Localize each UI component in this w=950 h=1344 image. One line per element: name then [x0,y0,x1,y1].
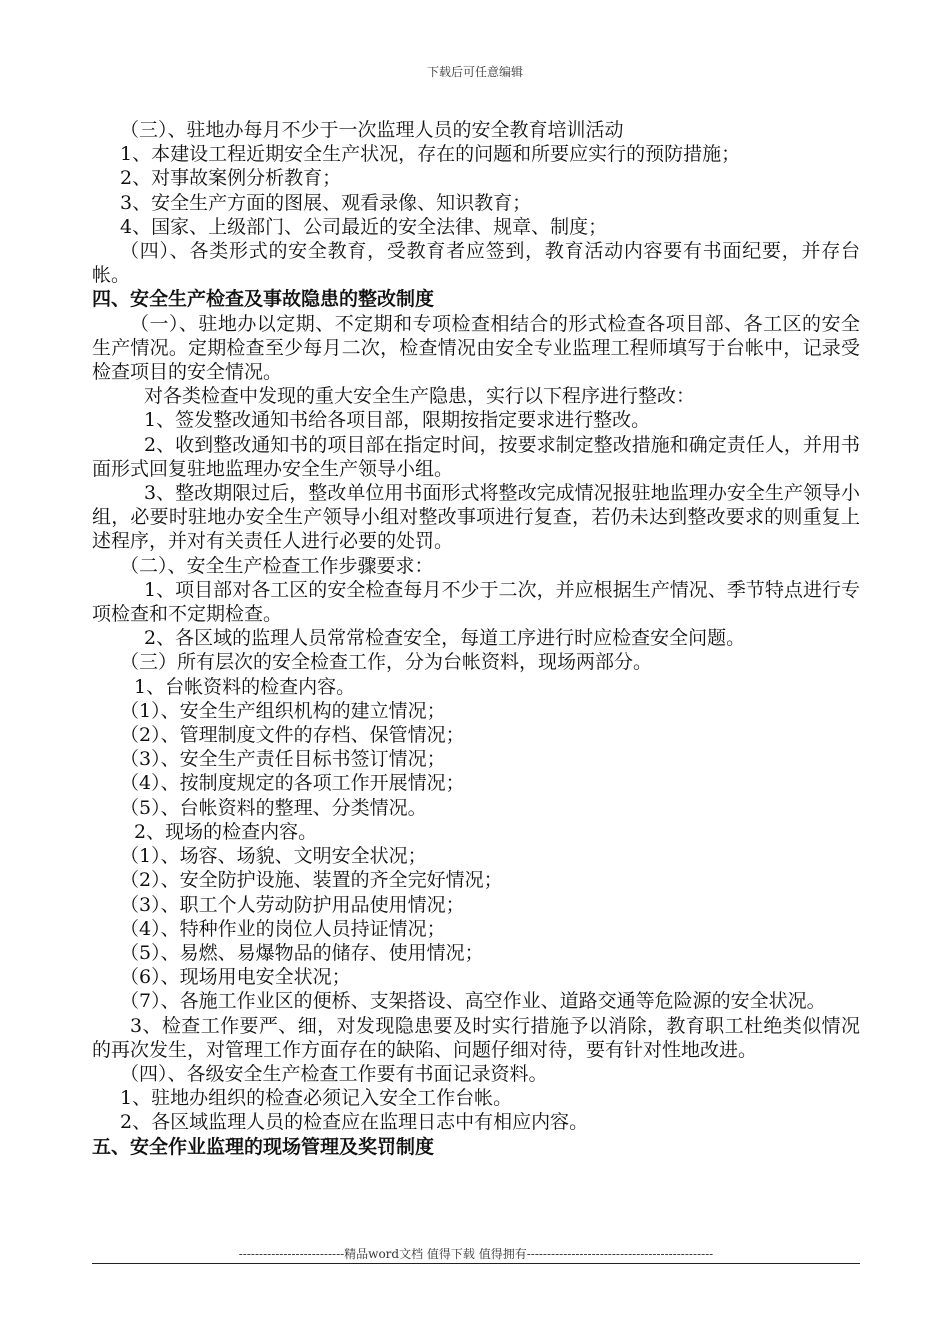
body-paragraph: 1、项目部对各工区的安全检查每月不少于二次，并应根据生产情况、季节特点进行专项检查和不定期检查。 [92,578,860,626]
body-paragraph: 对各类检查中发现的重大安全生产隐患，实行以下程序进行整改： [144,385,696,408]
body-paragraph: （3）、安全生产责任目标书签订情况； [120,748,446,771]
body-paragraph: 1、驻地办组织的检查必须记入安全工作台帐。 [120,1087,513,1110]
body-paragraph: 2、现场的检查内容。 [134,820,318,843]
body-paragraph: 1、台帐资料的检查内容。 [134,675,356,698]
body-paragraph: （三）所有层次的安全检查工作，分为台帐资料，现场两部分。 [120,651,653,674]
body-paragraph: （3）、职工个人劳动防护用品使用情况； [120,893,465,916]
body-paragraph: （三）、驻地办每月不少于一次监理人员的安全教育培训活动 [120,119,624,141]
body-paragraph: （4）、按制度规定的各项工作开展情况； [120,772,465,795]
body-paragraph: （四）、各级安全生产检查工作要有书面记录资料。 [120,1062,548,1085]
body-paragraph: 2、各区域的监理人员常常检查安全，每道工序进行时应检查安全问题。 [144,627,746,650]
body-paragraph: （四）、各类形式的安全教育，受教育者应签到，教育活动内容要有书面纪要，并存台帐。 [92,240,860,287]
page-footer-note: --------------------------精品word文档 值得下载 值得拥有---------------------------------------------- [238,1247,714,1261]
body-paragraph: 3、检查工作要严、细，对发现隐患要及时实行措施予以消除，教育职工杜绝类似情况的再次发生，对管理工作方面存在的缺陷、问题仔细对待，要有针对性地改进。 [92,1014,860,1061]
body-paragraph: （一）、驻地办以定期、不定期和专项检查相结合的形式检查各项目部、各工区的安全生产情况。定期检查至少每月二次，检查情况由安全专业监理工程师填写于台帐中，记录受检查项目的安全情况。 [92,312,860,384]
body-paragraph: （2）、管理制度文件的存档、保管情况； [120,724,465,747]
body-paragraph: 2、各区域监理人员的检查应在监理日志中有相应内容。 [120,1111,589,1134]
footer-rule [92,1263,860,1264]
body-paragraph: （7）、各施工作业区的便桥、支架搭设、高空作业、道路交通等危险源的安全状况。 [120,990,826,1013]
body-paragraph: （6）、现场用电安全状况； [120,966,351,989]
body-paragraph: 2、收到整改通知书的项目部在指定时间，按要求制定整改措施和确定责任人，并用书面形式回复驻地监理办安全生产领导小组。 [92,433,860,480]
body-paragraph: 4、国家、上级部门、公司最近的安全法律、规章、制度； [120,215,608,238]
body-paragraph: （1）、安全生产组织机构的建立情况； [120,699,446,722]
page-header-note: 下载后可任意编辑 [426,65,523,79]
document-body [92,118,860,1159]
body-paragraph: （2）、安全防护设施、装置的齐全完好情况； [120,869,503,892]
body-paragraph: （5）、易燃、易爆物品的储存、使用情况； [120,941,484,964]
body-paragraph: （5）、台帐资料的整理、分类情况。 [120,796,427,819]
body-paragraph: 2、对事故案例分析教育； [120,167,342,190]
body-paragraph: （1）、场容、场貌、文明安全状况； [120,845,427,868]
section-heading: 五、安全作业监理的现场管理及奖罚制度 [92,1135,435,1158]
body-paragraph: （4）、特种作业的岗位人员持证情况； [120,917,446,940]
body-paragraph: （二）、安全生产检查工作步骤要求： [120,554,434,577]
section-heading: 四、安全生产检查及事故隐患的整改制度 [92,288,435,311]
body-paragraph: 1、签发整改通知书给各项目部，限期按指定要求进行整改。 [144,409,651,432]
body-paragraph: 3、安全生产方面的图展、观看录像、知识教育； [120,191,532,214]
body-paragraph: 1、本建设工程近期安全生产状况，存在的问题和所要应实行的预防措施； [120,143,741,166]
body-paragraph: 3、整改期限过后，整改单位用书面形式将整改完成情况报驻地监理办安全生产领导小组，必要时驻地办安全生产领导小组对整改事项进行复查，若仍未达到整改要求的则重复上述程序，并对有关责任人进行必要的处罚。 [92,482,860,553]
